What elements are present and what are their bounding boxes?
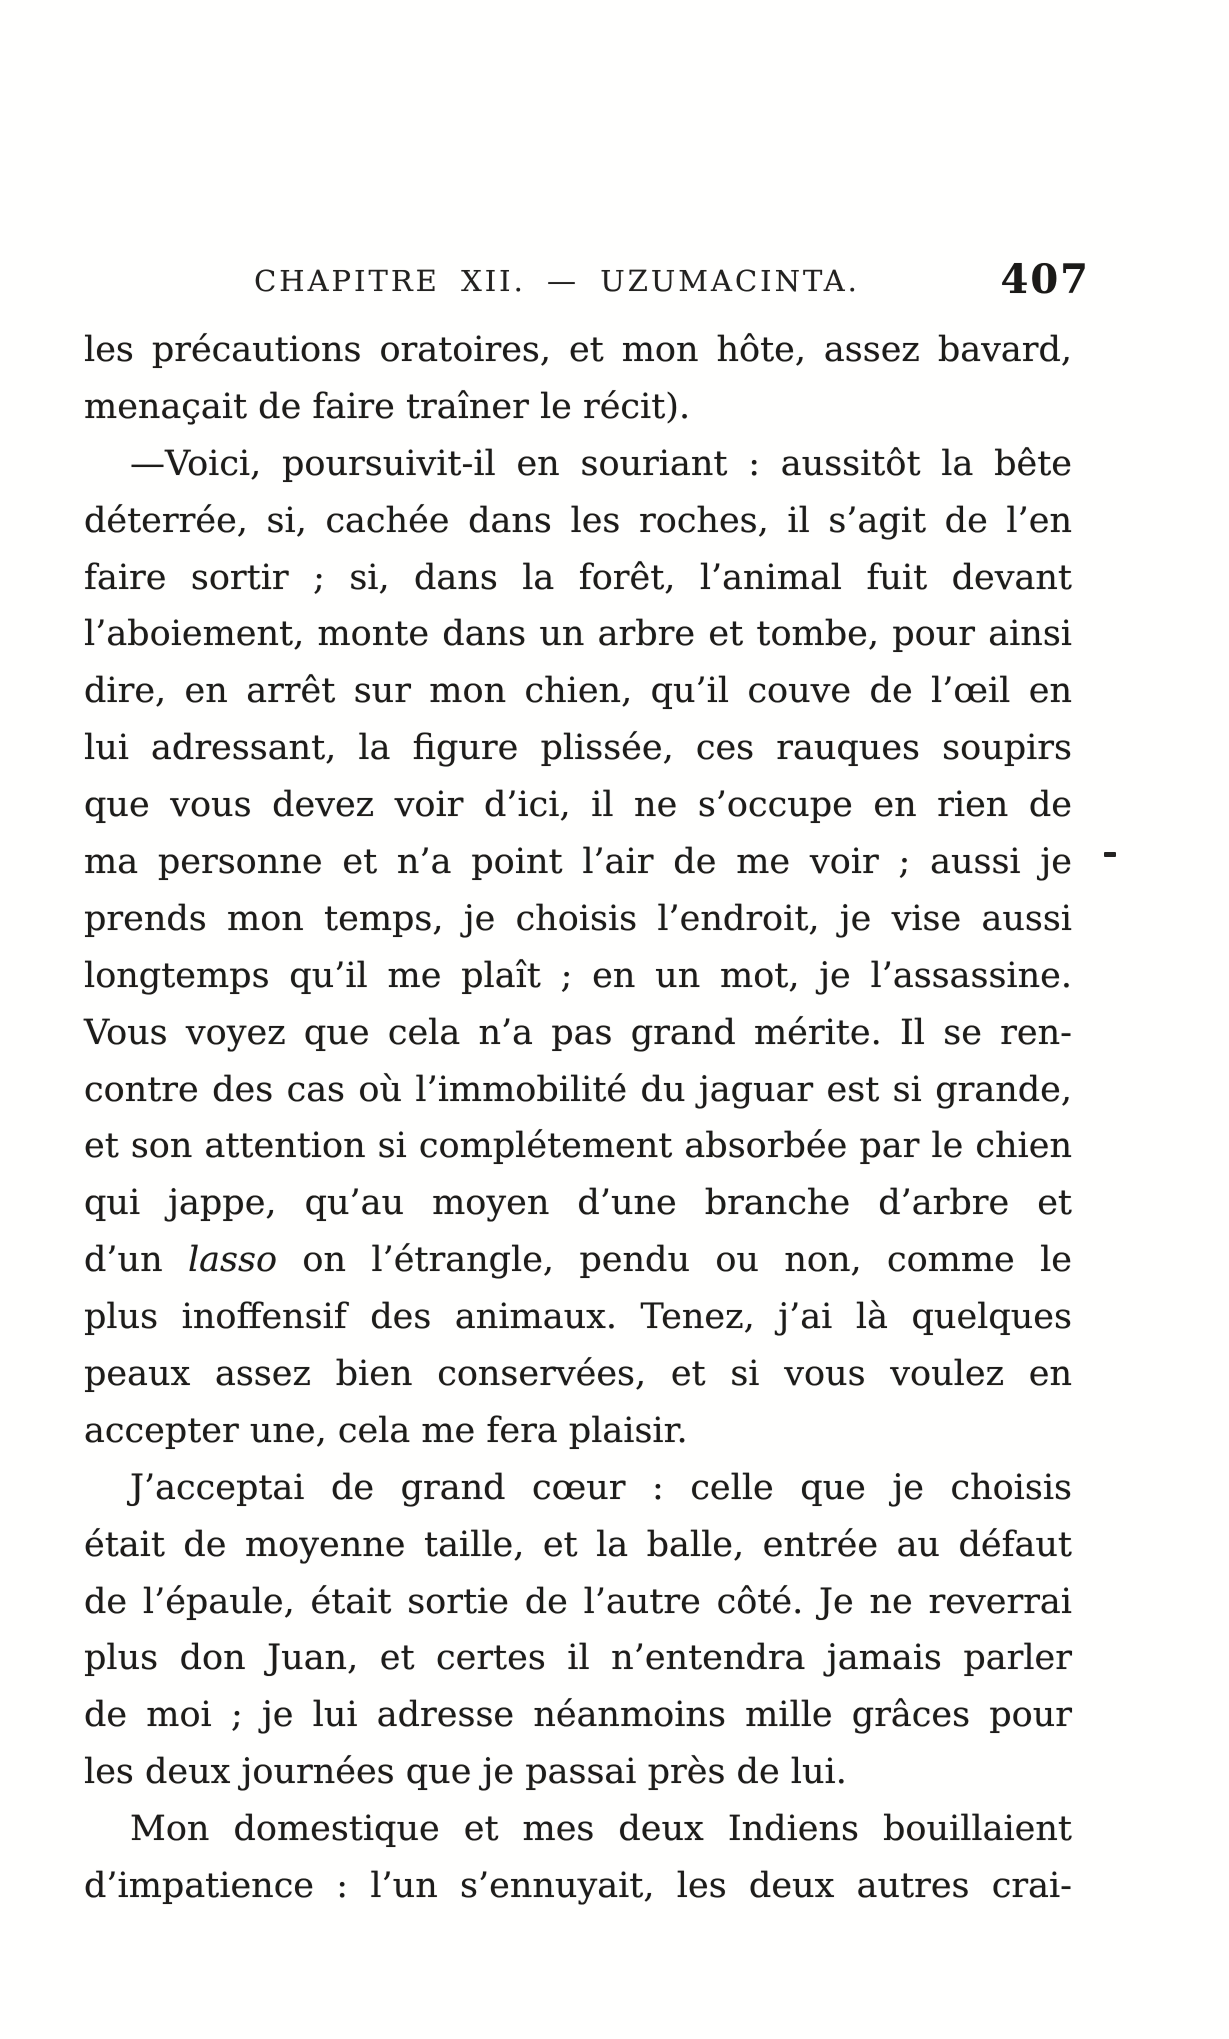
text-line: prends mon temps, je choisis l’endroit, je vise aussi — [84, 898, 1072, 939]
text-line: les deux journées que je passai près de lui. — [84, 1752, 847, 1793]
text-segment: on l’étrangle, pendu ou non, comme le — [277, 1240, 1072, 1281]
text-line: contre des cas où l’immobilité du jaguar est si grande, — [84, 1069, 1072, 1110]
text-line: J’acceptai de grand cœur : celle que je choisis — [130, 1467, 1072, 1508]
text-line: faire sortir ; si, dans la forêt, l’animal fuit devant — [84, 557, 1072, 598]
text-segment: d’un — [84, 1240, 188, 1281]
scan-artifact-mark — [1104, 852, 1116, 857]
text-line — [84, 1232, 1072, 1289]
text-line: plus inoffensif des animaux. Tenez, j’ai là quelques — [84, 1297, 1072, 1338]
running-header — [84, 256, 1090, 304]
text-line: peaux assez bien conservées, et si vous voulez en — [84, 1354, 1072, 1395]
text-line: de l’épaule, était sortie de l’autre côté. Je ne reverrai — [84, 1581, 1072, 1622]
text-line: ma personne et n’a point l’air de me voir ; aussi je — [84, 842, 1072, 883]
text-line: Vous voyez que cela n’a pas grand mérite. Il se ren- — [84, 1012, 1072, 1053]
text-line: menaçait de faire traîner le récit). — [84, 386, 691, 427]
text-line: longtemps qu’il me plaît ; en un mot, je l’assassine. — [84, 955, 1072, 996]
text-line: dire, en arrêt sur mon chien, qu’il couve de l’œil en — [84, 671, 1072, 712]
page-body — [84, 322, 1072, 1915]
text-line: accepter une, cela me fera plaisir. — [84, 1410, 688, 1451]
text-line: qui jappe, qu’au moyen d’une branche d’arbre et — [84, 1183, 1072, 1224]
text-line: —Voici, poursuivit-il en souriant : aussitôt la bête — [130, 443, 1072, 484]
text-line: les précautions oratoires, et mon hôte, assez bavard, — [84, 330, 1072, 370]
text-line: déterrée, si, cachée dans les roches, il s’agit de l’en — [84, 500, 1072, 541]
page-number: 407 — [1000, 256, 1090, 303]
chapter-title: CHAPITRE XII. — UZUMACINTA. — [254, 264, 860, 298]
text-line: l’aboiement, monte dans un arbre et tombe, pour ainsi — [84, 614, 1072, 655]
text-line: était de moyenne taille, et la balle, entrée au défaut — [84, 1524, 1072, 1565]
italic-word: lasso — [187, 1240, 278, 1281]
text-line: lui adressant, la figure plissée, ces rauques soupirs — [84, 728, 1072, 769]
text-line: d’impatience : l’un s’ennuyait, les deux autres crai- — [84, 1866, 1072, 1907]
text-line: que vous devez voir d’ici, il ne s’occupe en rien de — [84, 785, 1072, 826]
text-line: de moi ; je lui adresse néanmoins mille grâces pour — [84, 1695, 1072, 1736]
text-line: Mon domestique et mes deux Indiens bouillaient — [130, 1809, 1072, 1850]
text-line: plus don Juan, et certes il n’entendra jamais parler — [84, 1638, 1072, 1679]
text-line: et son attention si complétement absorbée par le chien — [84, 1126, 1072, 1167]
